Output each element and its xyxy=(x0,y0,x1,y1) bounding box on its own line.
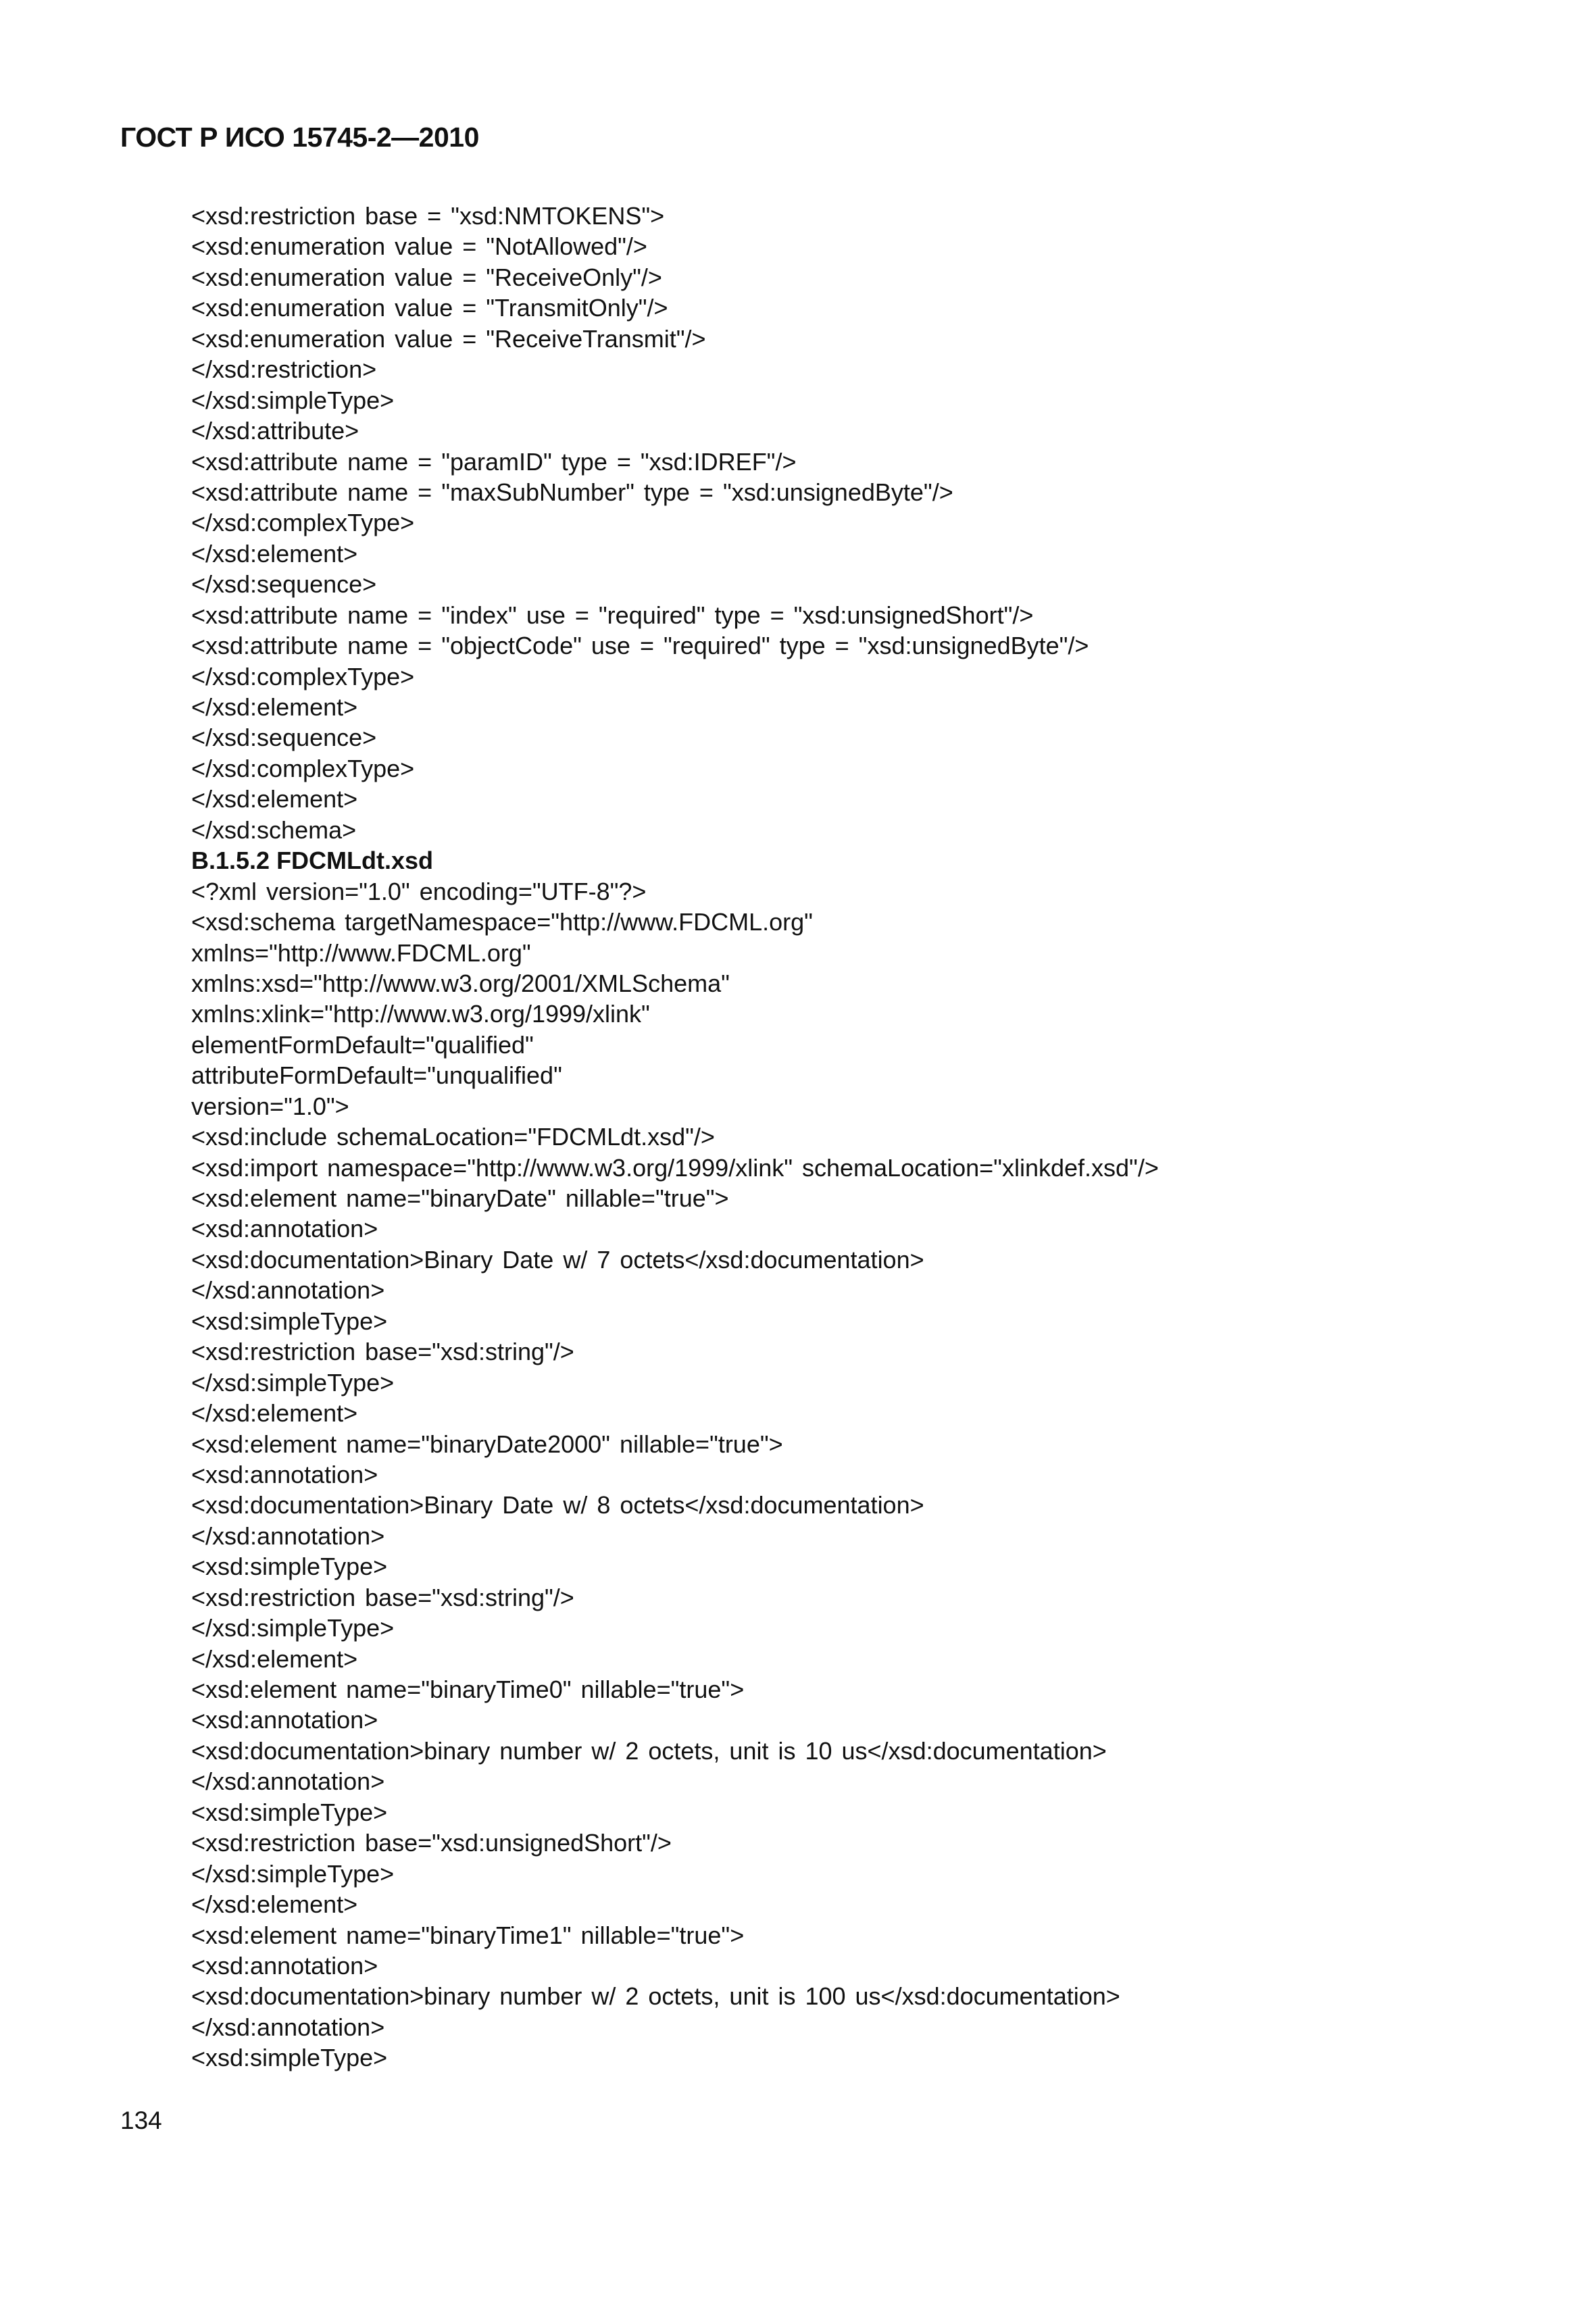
code-line: <xsd:import namespace="http://www.w3.org/1999/xlink" schemaLocation="xlinkdef.xsd"/> xyxy=(191,1153,1159,1182)
code-line: <xsd:simpleType> xyxy=(191,2044,388,2072)
code-line: </xsd:annotation> xyxy=(191,1521,385,1550)
code-line: <xsd:enumeration value = "NotAllowed"/> xyxy=(191,232,647,261)
code-line: </xsd:element> xyxy=(191,693,358,721)
code-line: </xsd:simpleType> xyxy=(191,1368,395,1397)
code-line: attributeFormDefault="unqualified" xyxy=(191,1061,562,1090)
code-line: <xsd:element name="binaryDate" nillable="true"> xyxy=(191,1184,729,1212)
code-line: <xsd:attribute name = "index" use = "required" type = "xsd:unsignedShort"/> xyxy=(191,601,1034,629)
code-line: xmlns:xlink="http://www.w3.org/1999/xlink" xyxy=(191,1000,650,1028)
code-line: <xsd:documentation>Binary Date w/ 8 octets</xsd:documentation> xyxy=(191,1491,924,1519)
code-line: </xsd:element> xyxy=(191,1890,358,1919)
code-line: </xsd:annotation> xyxy=(191,1767,385,1796)
code-line: <xsd:enumeration value = "ReceiveTransmit"/> xyxy=(191,324,706,353)
code-line: <xsd:simpleType> xyxy=(191,1307,388,1335)
code-line: <xsd:annotation> xyxy=(191,1215,378,1243)
code-line: xmlns:xsd="http://www.w3.org/2001/XMLSchema" xyxy=(191,969,730,997)
code-line: <xsd:element name="binaryTime0" nillable="true"> xyxy=(191,1676,745,1703)
code-line: <xsd:element name="binaryTime1" nillable="true"> xyxy=(191,1921,745,1949)
code-line: <xsd:attribute name = "paramID" type = "xsd:IDREF"/> xyxy=(191,447,797,476)
code-line: elementFormDefault="qualified" xyxy=(191,1030,534,1059)
code-line: </xsd:element> xyxy=(191,1399,358,1428)
code-line: <?xml version="1.0" encoding="UTF-8"?> xyxy=(191,877,647,905)
code-line: <xsd:restriction base = "xsd:NMTOKENS"> xyxy=(191,202,665,230)
code-line: </xsd:complexType> xyxy=(191,662,415,690)
code-line: </xsd:annotation> xyxy=(191,1276,385,1305)
code-line: </xsd:complexType> xyxy=(191,754,415,782)
code-line: </xsd:simpleType> xyxy=(191,1859,395,1888)
code-line: </xsd:restriction> xyxy=(191,355,377,384)
code-line: xmlns="http://www.FDCML.org" xyxy=(191,938,531,967)
code-line: </xsd:complexType> xyxy=(191,509,415,537)
code-line: <xsd:restriction base="xsd:string"/> xyxy=(191,1338,574,1366)
code-line: <xsd:attribute name = "maxSubNumber" type = "xsd:unsignedByte"/> xyxy=(191,478,953,506)
code-line: <xsd:attribute name = "objectCode" use = "required" type = "xsd:unsignedByte"/> xyxy=(191,632,1089,660)
code-line: <xsd:include schemaLocation="FDCMLdt.xsd"/> xyxy=(191,1123,715,1151)
code-line: <xsd:annotation> xyxy=(191,1460,378,1488)
code-line: <xsd:documentation>binary number w/ 2 octets, unit is 10 us</xsd:documentation> xyxy=(191,1736,1107,1765)
document-body xyxy=(191,201,1529,2073)
code-line: <xsd:annotation> xyxy=(191,1706,378,1734)
code-line: </xsd:element> xyxy=(191,539,358,568)
code-line: <xsd:simpleType> xyxy=(191,1798,388,1826)
code-line: <xsd:simpleType> xyxy=(191,1553,388,1581)
code-line: <xsd:documentation>Binary Date w/ 7 octets</xsd:documentation> xyxy=(191,1245,924,1274)
code-line: </xsd:annotation> xyxy=(191,2013,385,2041)
code-line: <xsd:element name="binaryDate2000" nillable="true"> xyxy=(191,1430,783,1458)
code-line: </xsd:simpleType> xyxy=(191,1614,395,1642)
code-line: </xsd:sequence> xyxy=(191,724,377,752)
code-line: <xsd:restriction base="xsd:string"/> xyxy=(191,1583,574,1611)
code-line: </xsd:attribute> xyxy=(191,417,359,445)
code-line: <xsd:schema targetNamespace="http://www.FDCML.org" xyxy=(191,908,813,936)
document-header: ГОСТ Р ИСО 15745-2—2010 xyxy=(120,122,479,153)
page-number: 134 xyxy=(120,2107,162,2134)
code-line: <xsd:enumeration value = "ReceiveOnly"/> xyxy=(191,263,662,291)
code-line: </xsd:sequence> xyxy=(191,570,377,599)
code-line: <xsd:restriction base="xsd:unsignedShort"/> xyxy=(191,1829,672,1857)
code-line: </xsd:schema> xyxy=(191,815,357,844)
code-line: version="1.0"> xyxy=(191,1092,349,1120)
section-heading: B.1.5.2 FDCMLdt.xsd xyxy=(191,847,434,875)
code-line: </xsd:element> xyxy=(191,785,358,813)
code-line: </xsd:simpleType> xyxy=(191,386,395,414)
code-line: <xsd:enumeration value = "TransmitOnly"/> xyxy=(191,294,668,322)
code-line: <xsd:annotation> xyxy=(191,1951,378,1980)
code-line: </xsd:element> xyxy=(191,1644,358,1673)
code-line: <xsd:documentation>binary number w/ 2 octets, unit is 100 us</xsd:documentation> xyxy=(191,1982,1120,2011)
